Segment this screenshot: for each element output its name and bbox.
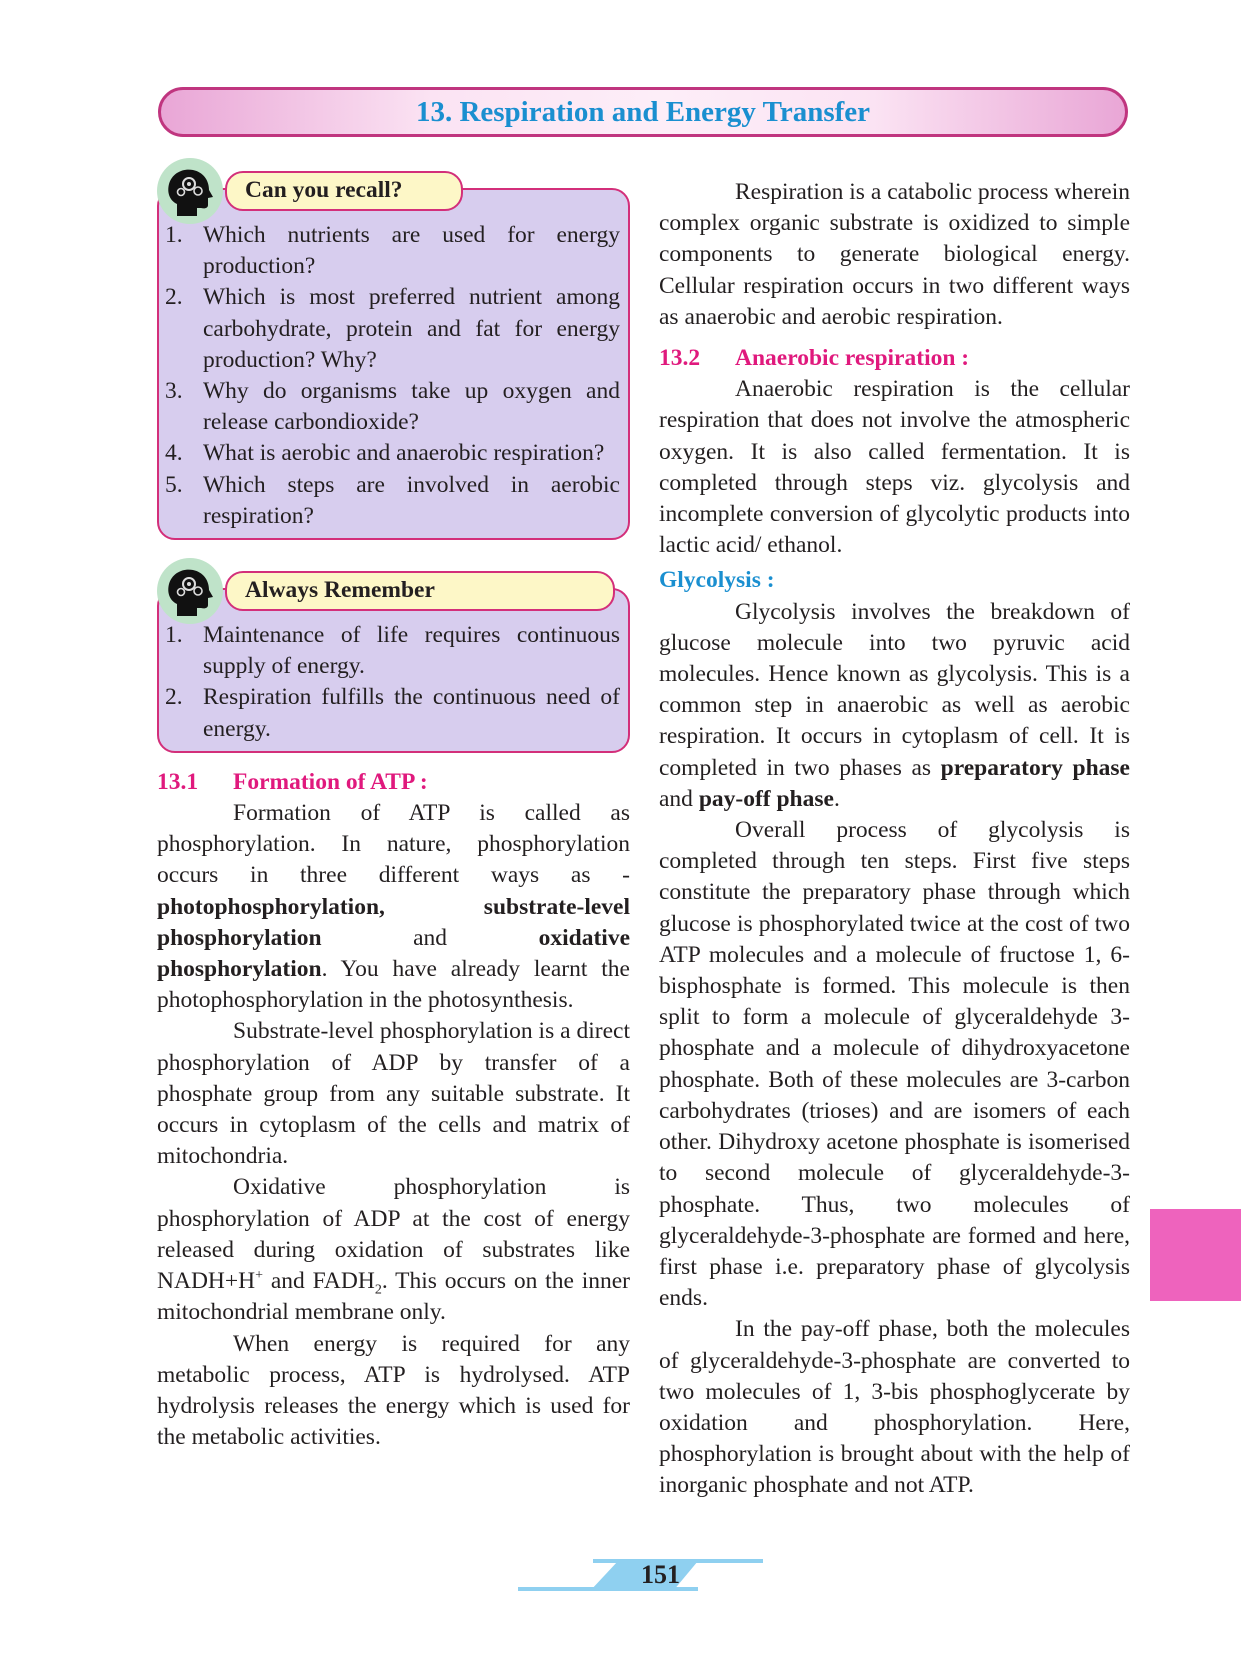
paragraph: In the pay-off phase, both the molecules of glyceraldehyde-3-phosphate are converted to two molecules of 1, 3-bis phosphoglycerate by oxidation and phosphorylation. Here, phosphorylation is brought about with the help of inorganic phosphate and not ATP. [659, 1316, 1130, 1499]
list-item: 4. What is aerobic and anaerobic respiration? [165, 440, 605, 467]
list-item: 1. Which nutrients are used for energy production? [165, 222, 620, 280]
chapter-side-tab [1150, 1209, 1241, 1301]
chapter-title: 13. Respiration and Energy Transfer [415, 96, 871, 128]
recall-heading: Can you recall? [225, 171, 463, 211]
glycolysis-heading: Glycolysis : [659, 567, 775, 594]
remember-list [159, 620, 628, 745]
paragraph: Respiration is a catabolic process wherein complex organic substrate is oxidized to simple components to generate biological energy. Cellular respiration occurs in two different ways as anaerobic and aerobic respiration. [659, 179, 1130, 330]
head-gears-icon [157, 558, 223, 624]
paragraph: Oxidative phosphorylation is phosphorylation of ADP at the cost of energy released during oxidation of substrates like NADH+H+ and $FADH_2$. This occurs on the inner mitochondrial membrane only. [157, 1174, 630, 1326]
page-number: 151 [641, 1560, 680, 1589]
paragraph: Glycolysis involves the breakdown of glucose molecule into two pyruvic acid molecules. Hence known as glycolysis. This is a common step in anaerobic as well as aerobic respiration. It occurs in cytoplasm of cell. It is completed in two phases as preparatory phase and pay-off phase. [659, 598, 1130, 812]
section-heading-13-1: 13.1 Formation of ATP : [157, 768, 428, 795]
remember-body [157, 588, 630, 753]
recall-body [157, 188, 630, 540]
remember-heading: Always Remember [225, 571, 615, 611]
paragraph: Substrate-level phosphorylation is a direct phosphorylation of ADP by transfer of a phosphate group from any suitable substrate. It occurs in cytoplasm of the cells and matrix of mitochondria. [157, 1018, 630, 1170]
list-item: 2. Which is most preferred nutrient among carbohydrate, protein and fat for energy production? Why? [165, 284, 620, 373]
recall-list [159, 220, 628, 532]
list-item: 1. Maintenance of life requires continuous supply of energy. [165, 622, 620, 680]
list-item: 3. Why do organisms take up oxygen and release carbondioxide? [165, 378, 620, 436]
recall-box [157, 170, 630, 540]
paragraph: When energy is required for any metabolic process, ATP is hydrolysed. ATP hydrolysis releases the energy which is used for the metabolic activities. [157, 1330, 630, 1451]
list-item: 5. Which steps are involved in aerobic respiration? [165, 471, 620, 529]
paragraph: Anaerobic respiration is the cellular respiration that does not involve the atmospheric oxygen. It is also called fermentation. It is completed through steps viz. glycolysis and incomplete conversion of glycolytic products into lactic acid/ ethanol. [659, 376, 1130, 559]
section-heading-13-2: 13.2 Anaerobic respiration : [659, 345, 970, 372]
chapter-title-bar [158, 87, 1128, 137]
paragraph: Formation of ATP is called as phosphorylation. In nature, phosphorylation occurs in three different ways as - photophosphorylation, substrate-level phosphorylation and oxidative phosphorylation. You have already learnt the photophosphorylation in the photosynthesis. [157, 800, 630, 1014]
page-number-badge [518, 1557, 763, 1593]
remember-box [157, 570, 630, 753]
left-column [157, 170, 630, 1453]
head-gears-icon [157, 158, 223, 224]
paragraph: Overall process of glycolysis is completed through ten steps. First five steps constitute the preparatory phase through which glucose is phosphorylated twice at the cost of two ATP molecules and a molecule of fructose 1, 6-bisphosphate is formed. This molecule is then split to form a molecule of glyceraldehyde 3-phosphate and a molecule of dihydroxyacetone phosphate. Both of these molecules are 3-carbon carbohydrates (trioses) and are isomers of each other. Dihydroxy acetone phosphate is isomerised to second molecule of glyceraldehyde-3-phosphate. Thus, two molecules of glyceraldehyde-3-phosphate are formed and here, first phase i.e. preparatory phase of glycolysis ends. [659, 817, 1130, 1312]
right-column [659, 177, 1130, 1502]
list-item: 2. Respiration fulfills the continuous need of energy. [165, 684, 620, 742]
